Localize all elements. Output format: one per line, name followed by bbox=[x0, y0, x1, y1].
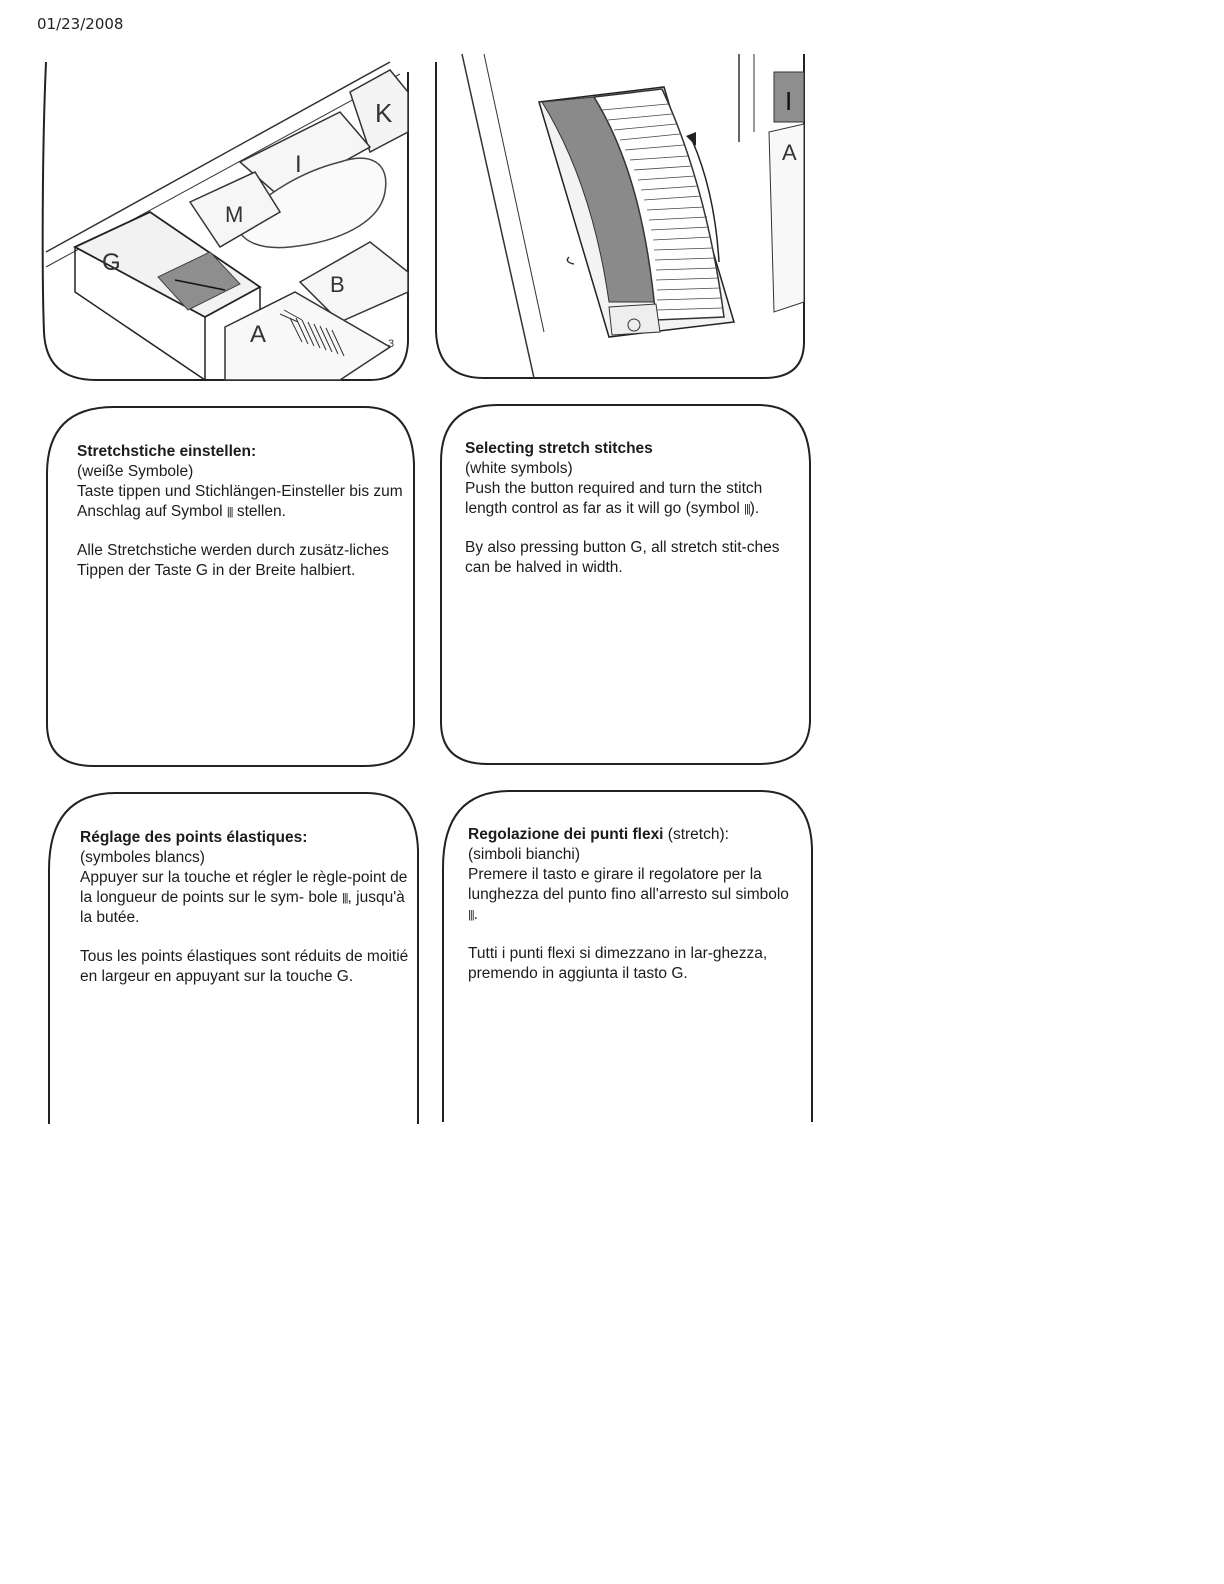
title-german: Stretchstiche einstellen: bbox=[77, 443, 257, 460]
panel-french bbox=[46, 790, 420, 1124]
key-m-label: M bbox=[225, 202, 244, 227]
panel-italian bbox=[440, 788, 814, 1122]
text-italian-para2: Tutti i punti flexi si dimezzano in lar-ghezza, premendo in aggiunta il tasto G. bbox=[468, 945, 768, 982]
key-g-label: G bbox=[102, 249, 121, 276]
text-english-line2a: (symbol bbox=[685, 500, 740, 517]
text-german-line2a: bis zum Anschlag auf Symbol bbox=[77, 483, 403, 520]
text-italian-line2a: simbolo bbox=[735, 886, 789, 903]
keys-illustration bbox=[40, 52, 410, 382]
key-i-label: I bbox=[295, 151, 302, 178]
figure-number: 3 bbox=[388, 338, 395, 350]
key-b-label: B bbox=[330, 272, 345, 297]
key-i-label-right: I bbox=[785, 86, 793, 116]
panel-german bbox=[44, 404, 416, 768]
panel-english bbox=[438, 402, 812, 766]
stretch-symbol-icon: ||| bbox=[341, 892, 348, 904]
title-italian: Regolazione dei punti flexi bbox=[468, 826, 664, 843]
key-k-label: K bbox=[375, 98, 393, 128]
text-german-line2b: stellen. bbox=[236, 503, 286, 520]
title-italian-suffix: (stretch): bbox=[663, 826, 729, 843]
title-french: Réglage des points élastiques: bbox=[80, 829, 308, 846]
text-french-line1: Appuyer sur la touche et régler le règle-point de la longueur de points sur le sym- bbox=[80, 869, 408, 906]
text-german-para2: Alle Stretchstiche werden durch zusätz-liches Tippen der Taste G in der Breite halbiert. bbox=[77, 542, 389, 579]
key-a-label: A bbox=[250, 321, 267, 348]
subtitle-german: (weiße Symbole) bbox=[77, 463, 194, 480]
subtitle-french: (symboles blancs) bbox=[80, 849, 205, 866]
text-english-line1: Push the button required and turn the stitch length control as far as it will go bbox=[465, 480, 763, 517]
text-german-line1: Taste tippen und Stichlängen-Einsteller bbox=[77, 483, 345, 500]
text-italian-line1: Premere il tasto e girare il regolatore per la lunghezza del punto fino all'arresto sul bbox=[468, 866, 762, 903]
key-a-label-right: A bbox=[782, 140, 797, 165]
text-italian-line2b: . bbox=[473, 906, 478, 923]
text-french-line2b: , jusqu'à la butée. bbox=[80, 889, 405, 926]
title-english: Selecting stretch stitches bbox=[465, 440, 653, 457]
dial-illustration bbox=[434, 52, 806, 380]
subtitle-english: (white symbols) bbox=[465, 460, 573, 477]
text-french-para2: Tous les points élastiques sont réduits de moitié en largeur en appuyant sur la touche G. bbox=[80, 948, 409, 985]
stretch-symbol-icon: ||| bbox=[744, 503, 750, 515]
text-french-line2a: bole bbox=[308, 889, 338, 906]
text-english-line2b: ). bbox=[749, 500, 760, 517]
document-date: 01/23/2008 bbox=[37, 15, 124, 33]
text-english-para2: By also pressing button G, all stretch stit-ches can be halved in width. bbox=[465, 539, 780, 576]
stretch-symbol-icon: ||| bbox=[468, 909, 474, 921]
subtitle-italian: (simboli bianchi) bbox=[468, 846, 580, 863]
stretch-symbol-icon: ||| bbox=[226, 506, 233, 518]
